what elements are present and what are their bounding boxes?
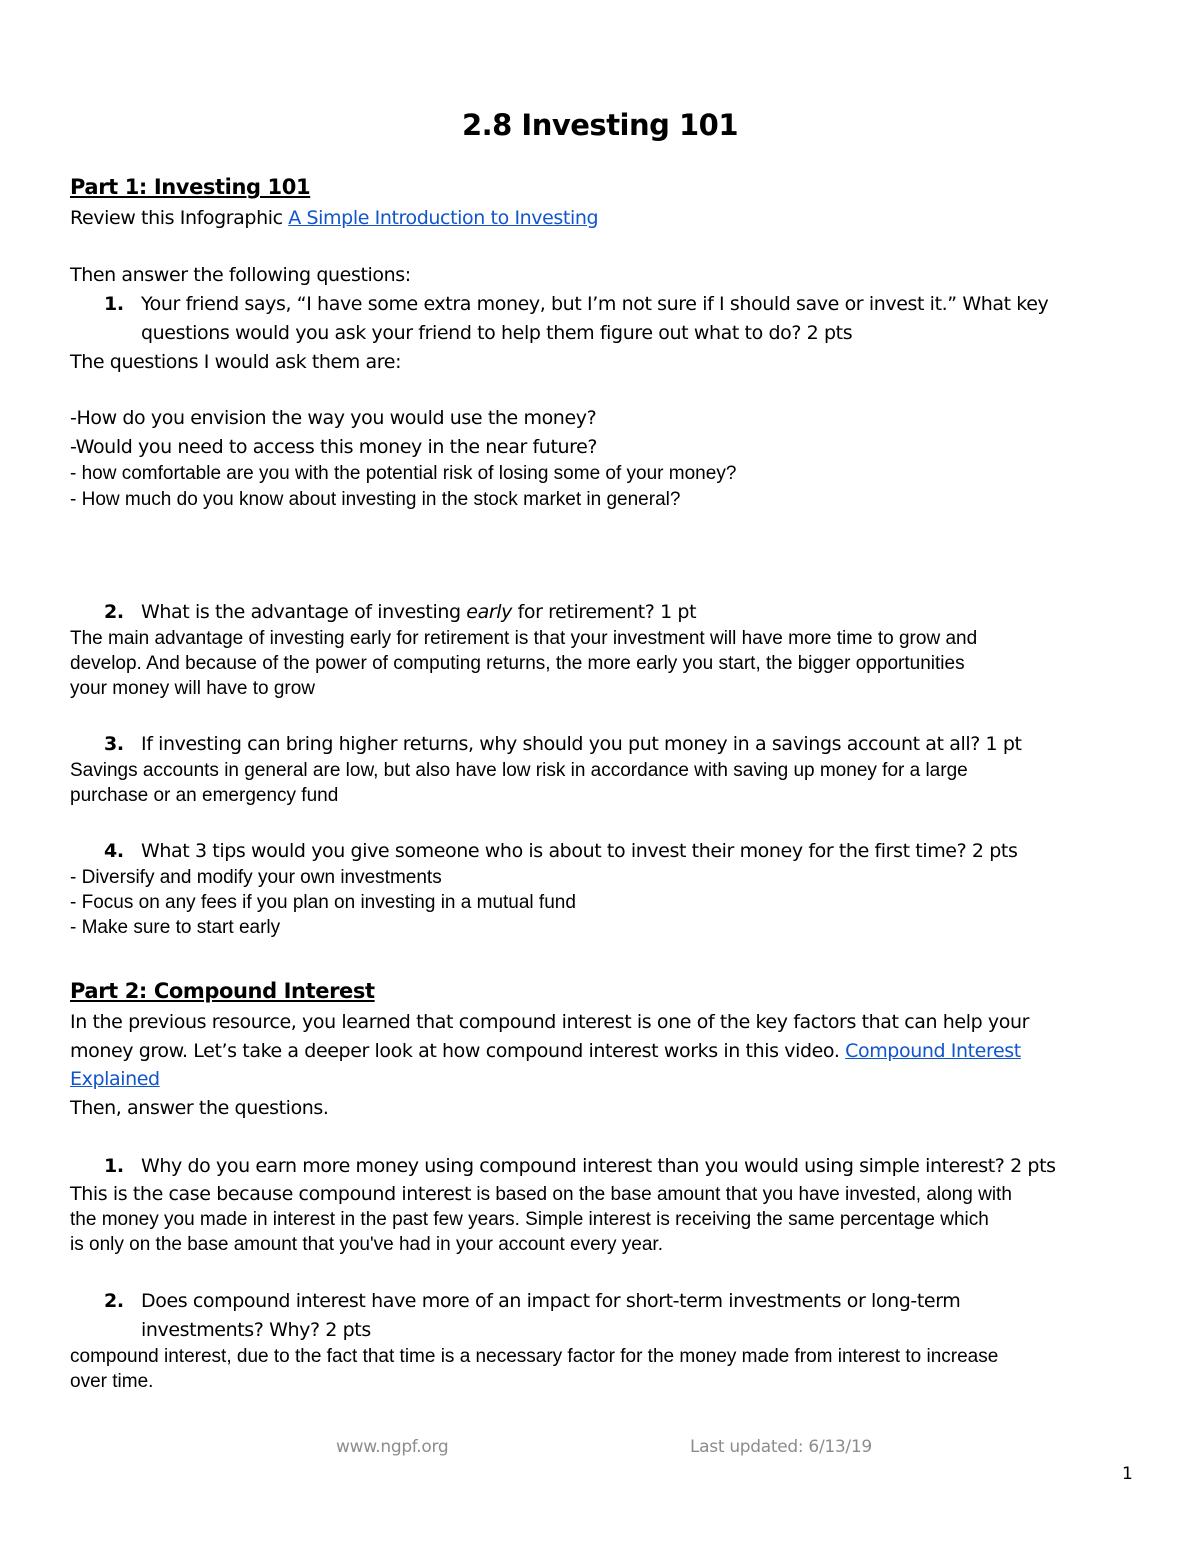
q4-text: What 3 tips would you give someone who is about to invest their money for the first time? 2 pts	[141, 840, 1018, 862]
p2-a1-line1	[70, 1183, 1012, 1206]
a1-item: -Would you need to access this money in the near future?	[70, 436, 598, 458]
a2-line: your money will have to grow	[70, 678, 315, 699]
a1-item: -How do you envision the way you would use the money?	[70, 407, 597, 429]
review-prefix: Review this Infographic	[70, 207, 289, 229]
a4-line: - Make sure to start early	[70, 917, 281, 938]
a2-line: The main advantage of investing early for retirement is that your investment will have more time to grow and	[70, 628, 978, 649]
q1-line1: Your friend says, “I have some extra money, but I’m not sure if I should save or invest it.” What key	[141, 293, 1049, 315]
q2-emphasis: early	[466, 601, 512, 623]
q2-number: 2.	[104, 601, 124, 623]
a3-line: Savings accounts in general are low, but also have low risk in accordance with saving up money for a large	[70, 760, 968, 781]
q4-number: 4.	[104, 840, 124, 862]
part2-instructions: Then, answer the questions.	[70, 1097, 329, 1119]
video-link-line2[interactable]: Explained	[70, 1068, 160, 1090]
footer-updated: Last updated: 6/13/19	[690, 1437, 872, 1457]
video-link-continued	[70, 1068, 160, 1090]
a3-line: purchase or an emergency fund	[70, 785, 339, 806]
a4-line: - Diversify and modify your own investments	[70, 867, 442, 888]
a1-intro: The questions I would ask them are:	[70, 351, 402, 373]
part2-heading: Part 2: Compound Interest	[70, 979, 375, 1003]
page-number: 1	[1122, 1464, 1133, 1484]
p2-a2-line: compound interest, due to the fact that time is a necessary factor for the money made from interest to increase	[70, 1346, 999, 1367]
q3-number: 3.	[104, 733, 124, 755]
video-link[interactable]: Compound Interest	[845, 1040, 1021, 1062]
p2-a2-line: over time.	[70, 1371, 154, 1392]
infographic-link[interactable]: A Simple Introduction to Investing	[288, 207, 599, 229]
part1-instructions: Then answer the following questions:	[70, 264, 411, 286]
p2-q1-text: Why do you earn more money using compound interest than you would using simple interest? 2 pts	[141, 1155, 1056, 1177]
q2-text-b: for retirement? 1 pt	[511, 601, 697, 623]
p2-a1-rest: is based on the base amount that you have invested, along with	[471, 1184, 1012, 1205]
part2-intro-line2	[70, 1040, 1021, 1062]
p2-q2-line1: Does compound interest have more of an impact for short-term investments or long-term	[141, 1290, 961, 1312]
part1-heading: Part 1: Investing 101	[70, 175, 311, 199]
p2-q1-number: 1.	[104, 1155, 124, 1177]
part2-intro-line1: In the previous resource, you learned that compound interest is one of the key factors that can help your	[70, 1011, 1030, 1033]
a1-item: - how comfortable are you with the potential risk of losing some of your money?	[70, 463, 737, 484]
p2-q2-line2: investments? Why? 2 pts	[141, 1319, 371, 1341]
p2-q2-number: 2.	[104, 1290, 124, 1312]
p2-a1-bold: This is the case because compound interest	[70, 1183, 472, 1205]
part2-intro-prefix: money grow. Let’s take a deeper look at how compound interest works in this video.	[70, 1040, 846, 1062]
q2-text-a: What is the advantage of investing	[141, 601, 467, 623]
page-title: 2.8 Investing 101	[461, 108, 739, 142]
a4-line: - Focus on any fees if you plan on investing in a mutual fund	[70, 892, 576, 913]
q3-text: If investing can bring higher returns, why should you put money in a savings account at all? 1 pt	[141, 733, 1022, 755]
review-line	[70, 207, 598, 229]
a2-line: develop. And because of the power of computing returns, the more early you start, the bigger opportunities	[70, 653, 965, 674]
a1-item: - How much do you know about investing in the stock market in general?	[70, 489, 681, 510]
p2-a1-line: the money you made in interest in the past few years. Simple interest is receiving the same percentage which	[70, 1209, 989, 1230]
footer-website: www.ngpf.org	[336, 1437, 449, 1457]
q2-text	[141, 601, 696, 623]
p2-a1-line: is only on the base amount that you've had in your account every year.	[70, 1234, 663, 1255]
q1-number: 1.	[104, 293, 124, 315]
q1-line2: questions would you ask your friend to help them figure out what to do? 2 pts	[141, 322, 853, 344]
